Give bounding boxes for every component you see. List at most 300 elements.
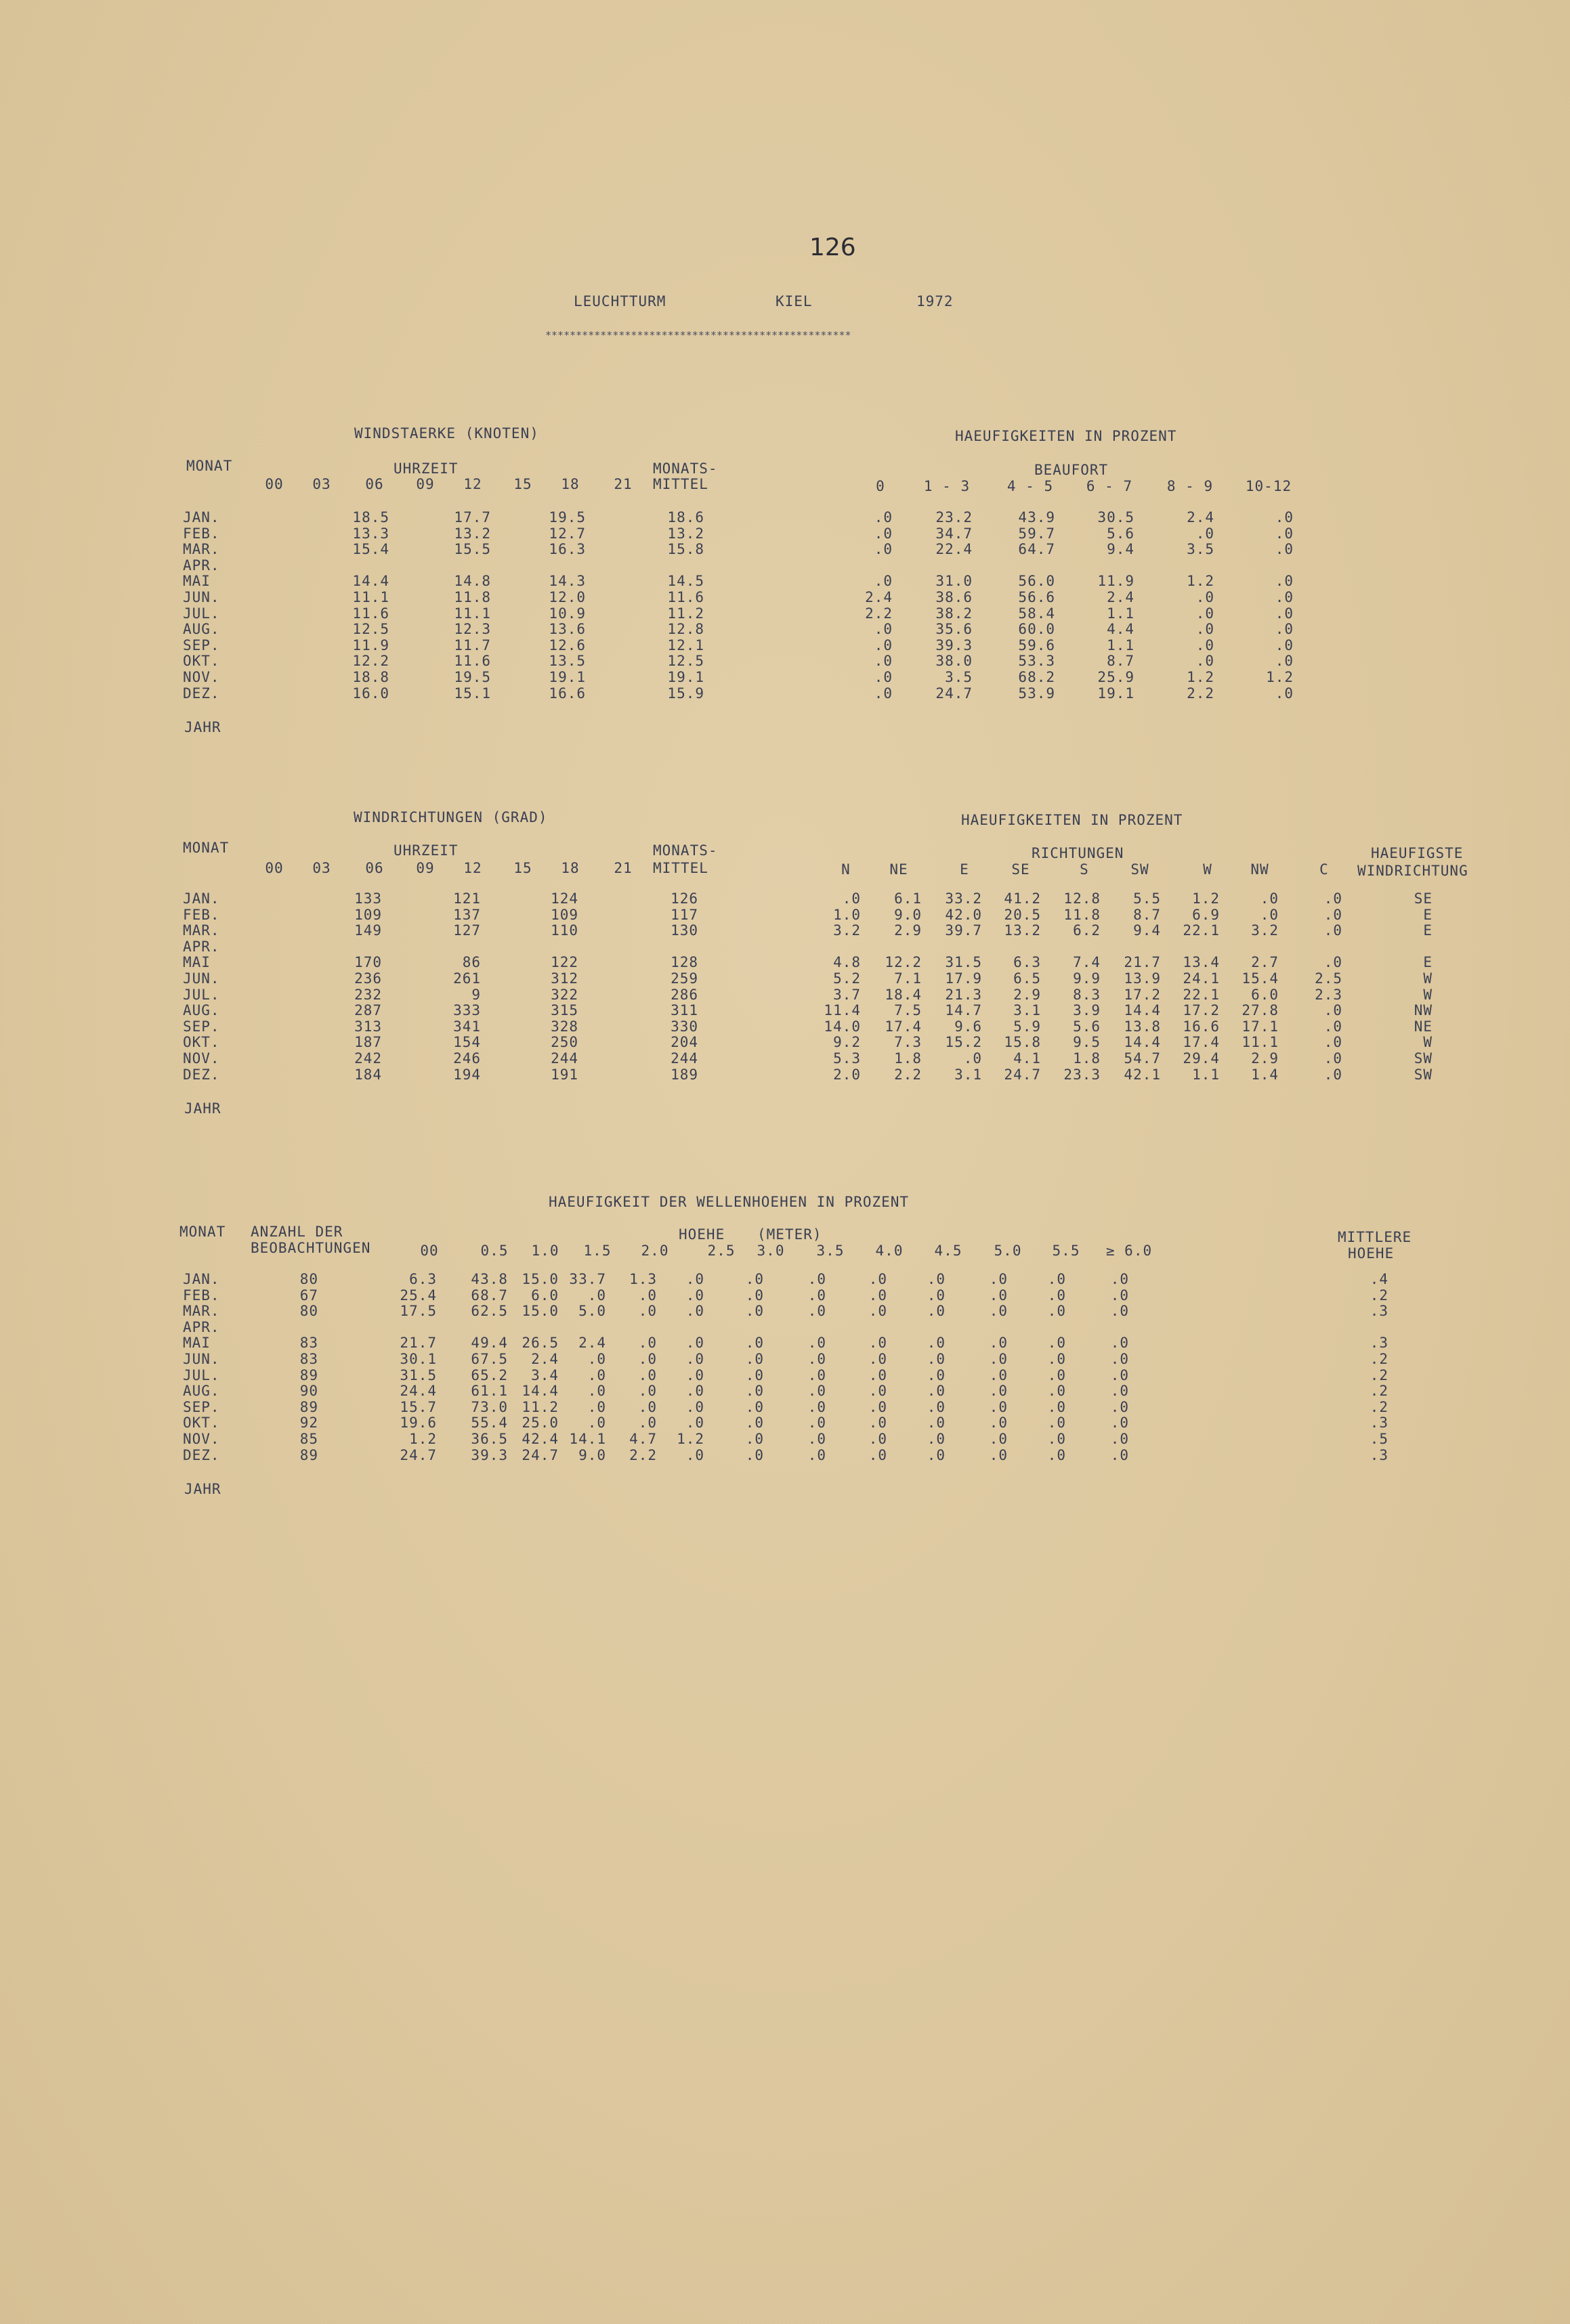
beaufort-value: 2.4	[865, 589, 893, 605]
beaufort-value: 58.4	[1018, 605, 1055, 622]
wv-month-label: JUL.	[183, 1367, 220, 1383]
mean-wave-height: .2	[1370, 1398, 1388, 1415]
ws-hour-header: 00	[265, 476, 284, 492]
wd-month-label: SEP.	[183, 1018, 220, 1035]
direction-value: .0	[1323, 1002, 1342, 1019]
direction-col-header: S	[1080, 861, 1089, 878]
beaufort-value: 22.4	[935, 541, 973, 558]
most-frequent-direction: SW	[1414, 1066, 1433, 1083]
wind-speed-12: 14.8	[454, 573, 491, 590]
direction-value: .0	[1323, 1018, 1342, 1035]
direction-value: 7.1	[894, 970, 922, 987]
direction-value: 7.4	[1073, 954, 1101, 971]
ws-month-label: MAI	[183, 573, 211, 590]
direction-12: 154	[453, 1034, 481, 1051]
direction-value: 9.2	[833, 1034, 861, 1051]
direction-mean: 126	[671, 890, 698, 907]
direction-col-header: C	[1319, 861, 1329, 878]
wd-year-label: JAHR	[184, 1100, 221, 1117]
wave-height-value: .0	[685, 1367, 704, 1383]
wave-height-value: .0	[1110, 1271, 1129, 1287]
wave-height-value: 15.7	[400, 1398, 437, 1415]
ws-hour-header: 06	[365, 476, 384, 492]
wind-speed-06: 18.8	[352, 669, 389, 685]
direction-12: 194	[453, 1066, 481, 1083]
wave-height-value: .0	[807, 1303, 826, 1320]
beaufort-value: 53.3	[1018, 653, 1055, 670]
wave-height-value: 24.7	[400, 1446, 437, 1463]
direction-18: 322	[551, 986, 578, 1003]
direction-value: 14.4	[1124, 1034, 1161, 1051]
observation-count: 80	[299, 1303, 318, 1320]
direction-mean: 189	[671, 1066, 698, 1083]
direction-18: 250	[551, 1034, 578, 1051]
observation-count: 83	[299, 1335, 318, 1352]
beaufort-value: 31.0	[935, 573, 973, 590]
height-col-header: 0.5	[480, 1243, 509, 1259]
beaufort-value: .0	[874, 525, 893, 542]
beaufort-value: 9.4	[1107, 541, 1134, 558]
direction-value: 11.8	[1063, 906, 1101, 923]
wind-speed-18: 12.0	[549, 589, 586, 605]
most-frequent-direction: SE	[1414, 890, 1433, 907]
beaufort-value: 35.6	[935, 621, 973, 638]
wind-speed-12: 15.5	[454, 541, 491, 558]
observation-count: 92	[299, 1415, 318, 1432]
wave-height-value: .0	[1047, 1415, 1066, 1432]
wd-hour-header: 18	[561, 860, 580, 876]
wave-height-value: .0	[638, 1303, 657, 1320]
direction-mean: 244	[671, 1050, 698, 1067]
beaufort-value: 1.2	[1266, 669, 1294, 685]
direction-mean: 330	[671, 1018, 698, 1035]
wind-speed-12: 17.7	[454, 509, 491, 525]
wave-height-value: .0	[807, 1446, 826, 1463]
direction-value: 21.7	[1124, 954, 1161, 971]
wind-speed-18: 19.1	[549, 669, 586, 685]
mean-wave-height: .3	[1370, 1415, 1388, 1432]
beaufort-value: 68.2	[1018, 669, 1055, 685]
beaufort-value: 2.2	[865, 605, 893, 622]
beaufort-value: 38.6	[935, 589, 973, 605]
wave-height-value: .0	[638, 1351, 657, 1367]
wave-height-value: .0	[927, 1287, 946, 1304]
beaufort-value: 34.7	[935, 525, 973, 542]
wave-height-value: 49.4	[471, 1335, 508, 1352]
monatsmittel-label-1b: MITTEL	[653, 476, 708, 492]
direction-06: 170	[354, 954, 382, 971]
direction-value: 12.2	[885, 954, 922, 971]
wd-month-label: NOV.	[183, 1050, 220, 1067]
direction-col-header: E	[960, 861, 969, 878]
wd-month-label: FEB.	[183, 906, 220, 923]
wave-height-value: .0	[1110, 1287, 1129, 1304]
haeufigste-label-b: WINDRICHTUNG	[1357, 863, 1468, 879]
wave-height-value: .0	[868, 1367, 887, 1383]
beaufort-value: .0	[1195, 621, 1214, 638]
wind-speed-18: 12.7	[549, 525, 586, 542]
direction-value: 3.9	[1073, 1002, 1101, 1019]
wind-speed-12: 12.3	[454, 621, 491, 638]
direction-col-header: SE	[1011, 861, 1030, 878]
most-frequent-direction: W	[1423, 970, 1433, 987]
most-frequent-direction: SW	[1414, 1050, 1433, 1067]
height-col-header: 00	[420, 1243, 439, 1259]
direction-mean: 130	[671, 922, 698, 939]
richtungen-label: RICHTUNGEN	[1032, 845, 1124, 861]
direction-value: 15.2	[945, 1034, 982, 1051]
direction-value: 17.2	[1183, 1002, 1220, 1019]
direction-value: 2.0	[833, 1066, 861, 1083]
wave-height-value: .0	[868, 1335, 887, 1352]
wave-height-value: .0	[1047, 1383, 1066, 1400]
direction-value: .0	[1323, 906, 1342, 923]
wave-height-value: .0	[1110, 1367, 1129, 1383]
month-header-2: MONAT	[183, 840, 230, 856]
wind-speed-12: 11.7	[454, 637, 491, 653]
wave-height-value: .0	[745, 1415, 764, 1432]
observation-count: 89	[299, 1446, 318, 1463]
beaufort-value: 30.5	[1097, 509, 1134, 525]
direction-value: 6.3	[1013, 954, 1041, 971]
direction-value: .0	[1260, 890, 1279, 907]
direction-value: 7.3	[894, 1034, 922, 1051]
beaufort-value: 56.6	[1018, 589, 1055, 605]
ws-year-label: JAHR	[184, 718, 221, 735]
monatsmittel-label-1a: MONATS-	[653, 460, 718, 477]
wave-height-value: .0	[685, 1335, 704, 1352]
wind-speed-mean: 12.5	[667, 653, 704, 670]
wd-hour-header: 12	[463, 860, 482, 876]
direction-value: 5.9	[1013, 1018, 1041, 1035]
wave-height-value: .0	[638, 1335, 657, 1352]
wind-speed-06: 11.9	[352, 637, 389, 653]
direction-06: 236	[354, 970, 382, 987]
wave-height-value: 24.7	[522, 1446, 559, 1463]
ws-month-label: MAR.	[183, 541, 220, 558]
direction-value: 11.4	[824, 1002, 861, 1019]
wave-height-value: 2.4	[578, 1335, 606, 1352]
wave-height-value: 2.4	[531, 1351, 559, 1367]
beaufort-value: 5.6	[1107, 525, 1134, 542]
wave-height-value: .0	[807, 1415, 826, 1432]
direction-value: 6.1	[894, 890, 922, 907]
wd-month-label: MAR.	[183, 922, 220, 939]
ws-hour-header: 18	[561, 476, 580, 492]
wd-hour-header: 09	[416, 860, 435, 876]
beaufort-col-header: 6 - 7	[1086, 478, 1133, 494]
wind-speed-mean: 18.6	[667, 509, 704, 525]
direction-value: 2.5	[1315, 970, 1342, 987]
beaufort-value: 1.1	[1107, 605, 1134, 622]
wd-month-label: JUN.	[183, 970, 220, 987]
wave-height-value: .0	[1110, 1335, 1129, 1352]
wave-height-value: 62.5	[471, 1303, 508, 1320]
direction-value: .0	[1323, 1066, 1342, 1083]
wind-speed-18: 13.5	[549, 653, 586, 670]
wave-height-value: .0	[1047, 1303, 1066, 1320]
direction-value: 13.2	[1004, 922, 1041, 939]
beaufort-value: 25.9	[1097, 669, 1134, 685]
wave-height-value: .0	[807, 1271, 826, 1287]
direction-value: 15.8	[1004, 1034, 1041, 1051]
ws-hour-header: 21	[614, 476, 633, 492]
ws-month-label: FEB.	[183, 525, 220, 542]
direction-value: 3.7	[833, 986, 861, 1003]
beaufort-value: 1.2	[1187, 573, 1214, 590]
direction-value: 3.1	[1013, 1002, 1041, 1019]
direction-mean: 204	[671, 1034, 698, 1051]
direction-value: 9.0	[894, 906, 922, 923]
wind-speed-mean: 13.2	[667, 525, 704, 542]
ws-hour-header: 15	[513, 476, 532, 492]
direction-value: 3.2	[833, 922, 861, 939]
wave-height-value: .0	[868, 1351, 887, 1367]
beaufort-value: .0	[1275, 621, 1294, 638]
direction-value: 1.1	[1192, 1066, 1220, 1083]
uhrzeit-label-2: UHRZEIT	[394, 842, 459, 859]
observation-count: 89	[299, 1367, 318, 1383]
height-col-header: 3.0	[757, 1243, 785, 1259]
wind-speed-06: 12.2	[352, 653, 389, 670]
ws-month-label: OKT.	[183, 653, 220, 670]
most-frequent-direction: E	[1423, 906, 1433, 923]
wave-height-value: .0	[745, 1351, 764, 1367]
mean-wave-height: .3	[1370, 1446, 1388, 1463]
direction-06: 109	[354, 906, 382, 923]
direction-value: .0	[1323, 954, 1342, 971]
beaufort-value: 1.1	[1107, 637, 1134, 653]
height-col-header: ≥ 6.0	[1105, 1243, 1153, 1259]
beaufort-value: 4.4	[1107, 621, 1134, 638]
wave-height-value: .0	[638, 1367, 657, 1383]
direction-12: 137	[453, 906, 481, 923]
beaufort-value: 56.0	[1018, 573, 1055, 590]
beaufort-value: .0	[1195, 653, 1214, 670]
wind-speed-06: 15.4	[352, 541, 389, 558]
hoehe-label: HOEHE	[679, 1226, 725, 1243]
beaufort-value: 2.4	[1107, 589, 1134, 605]
wind-speed-mean: 12.1	[667, 637, 704, 653]
direction-06: 232	[354, 986, 382, 1003]
wave-height-value: .0	[1110, 1446, 1129, 1463]
direction-value: 13.8	[1124, 1018, 1161, 1035]
wave-height-value: .0	[745, 1431, 764, 1447]
wave-height-value: 30.1	[400, 1351, 437, 1367]
ws-hour-header: 03	[312, 476, 331, 492]
beaufort-value: 3.5	[1187, 541, 1214, 558]
direction-value: 22.1	[1183, 922, 1220, 939]
mean-wave-height: .2	[1370, 1383, 1388, 1400]
wd-month-label: DEZ.	[183, 1066, 220, 1083]
direction-value: 4.8	[833, 954, 861, 971]
direction-value: .0	[963, 1050, 982, 1067]
wind-speed-12: 11.6	[454, 653, 491, 670]
direction-value: 21.3	[945, 986, 982, 1003]
wave-height-value: 67.5	[471, 1351, 508, 1367]
wave-height-value: .0	[989, 1351, 1008, 1367]
beaufort-value: .0	[874, 541, 893, 558]
beaufort-value: 64.7	[1018, 541, 1055, 558]
beaufort-value: 23.2	[935, 509, 973, 525]
station-name: KIEL	[776, 293, 813, 309]
beaufort-value: 8.7	[1107, 653, 1134, 670]
wv-year-label: JAHR	[184, 1480, 221, 1497]
wave-height-value: 61.1	[471, 1383, 508, 1400]
wave-height-value: 24.4	[400, 1383, 437, 1400]
wave-height-value: .0	[1047, 1431, 1066, 1447]
observation-count: 83	[299, 1351, 318, 1367]
wind-speed-mean: 11.2	[667, 605, 704, 622]
wind-speed-18: 14.3	[549, 573, 586, 590]
direction-value: 9.6	[954, 1018, 982, 1035]
star-divider: **************************************************	[545, 329, 851, 341]
wd-month-label: MAI	[183, 954, 211, 971]
direction-12: 341	[453, 1018, 481, 1035]
wind-speed-06: 18.5	[352, 509, 389, 525]
wave-height-value: 14.1	[569, 1431, 606, 1447]
wave-height-value: 15.0	[522, 1271, 559, 1287]
wave-height-value: .0	[807, 1351, 826, 1367]
wave-height-value: .0	[807, 1383, 826, 1400]
wave-height-value: .0	[807, 1335, 826, 1352]
wave-height-value: 43.8	[471, 1271, 508, 1287]
direction-18: 110	[551, 922, 578, 939]
wave-height-value: .0	[587, 1383, 606, 1400]
direction-mean: 128	[671, 954, 698, 971]
mean-wave-height: .4	[1370, 1271, 1388, 1287]
beaufort-value: .0	[874, 685, 893, 702]
wv-month-label: MAI	[183, 1335, 211, 1352]
beaufort-value: .0	[1275, 637, 1294, 653]
wave-height-value: .0	[1110, 1383, 1129, 1400]
direction-value: 13.9	[1124, 970, 1161, 987]
direction-value: 6.0	[1251, 986, 1279, 1003]
wave-height-value: .0	[927, 1446, 946, 1463]
wave-height-value: .0	[745, 1383, 764, 1400]
direction-value: 4.1	[1013, 1050, 1041, 1067]
wind-speed-mean: 15.8	[667, 541, 704, 558]
direction-18: 328	[551, 1018, 578, 1035]
wave-height-value: .0	[685, 1271, 704, 1287]
direction-18: 122	[551, 954, 578, 971]
wave-height-value: 9.0	[578, 1446, 606, 1463]
meter-label: (METER)	[757, 1226, 822, 1243]
observation-count: 67	[299, 1287, 318, 1304]
wave-height-value: .0	[1110, 1351, 1129, 1367]
wd-hour-header: 03	[312, 860, 331, 876]
wave-height-value: .0	[807, 1367, 826, 1383]
wave-height-value: .0	[989, 1415, 1008, 1432]
wd-hour-header: 00	[265, 860, 284, 876]
direction-value: 2.9	[894, 922, 922, 939]
wv-month-label: AUG.	[183, 1383, 220, 1400]
wv-month-label: MAR.	[183, 1303, 220, 1320]
wind-speed-06: 16.0	[352, 685, 389, 702]
beaufort-value: 43.9	[1018, 509, 1055, 525]
direction-value: 12.8	[1063, 890, 1101, 907]
station-label: LEUCHTTURM	[574, 293, 666, 309]
height-col-header: 5.5	[1052, 1243, 1080, 1259]
wave-height-value: .0	[868, 1415, 887, 1432]
direction-12: 86	[462, 954, 481, 971]
direction-06: 184	[354, 1066, 382, 1083]
uhrzeit-label-1: UHRZEIT	[394, 460, 459, 477]
mean-wave-height: .2	[1370, 1367, 1388, 1383]
direction-value: 17.4	[1183, 1034, 1220, 1051]
height-col-header: 4.5	[934, 1243, 962, 1259]
wd-month-label: APR.	[183, 938, 220, 955]
direction-06: 313	[354, 1018, 382, 1035]
wave-height-value: .0	[868, 1303, 887, 1320]
wv-month-label: JAN.	[183, 1271, 220, 1287]
wv-month-label: DEZ.	[183, 1446, 220, 1463]
direction-value: 23.3	[1063, 1066, 1101, 1083]
direction-value: 2.7	[1251, 954, 1279, 971]
direction-value: 27.8	[1242, 1002, 1279, 1019]
wave-height-value: .0	[685, 1351, 704, 1367]
wind-speed-06: 14.4	[352, 573, 389, 590]
direction-col-header: NE	[889, 861, 908, 878]
direction-value: 16.6	[1183, 1018, 1220, 1035]
wave-height-value: 31.5	[400, 1367, 437, 1383]
most-frequent-direction: E	[1423, 922, 1433, 939]
direction-12: 9	[471, 986, 481, 1003]
direction-value: 14.4	[1124, 1002, 1161, 1019]
beaufort-value: .0	[1275, 509, 1294, 525]
direction-value: 22.1	[1183, 986, 1220, 1003]
direction-12: 121	[453, 890, 481, 907]
mittlere-label-a: MITTLERE	[1338, 1229, 1412, 1245]
beaufort-value: .0	[1275, 605, 1294, 622]
direction-value: 6.9	[1192, 906, 1220, 923]
direction-col-header: W	[1203, 861, 1212, 878]
beaufort-value: 38.2	[935, 605, 973, 622]
wave-height-value: .0	[927, 1335, 946, 1352]
wave-height-value: .0	[685, 1446, 704, 1463]
wave-height-value: .0	[587, 1415, 606, 1432]
wind-speed-06: 13.3	[352, 525, 389, 542]
direction-value: 17.9	[945, 970, 982, 987]
direction-value: 8.7	[1133, 906, 1161, 923]
wave-height-value: .0	[685, 1415, 704, 1432]
wave-height-value: 21.7	[400, 1335, 437, 1352]
haeufigkeiten-label-1: HAEUFIGKEITEN IN PROZENT	[955, 428, 1177, 444]
page-number: 126	[809, 234, 856, 261]
wave-height-value: 25.4	[400, 1287, 437, 1304]
direction-mean: 259	[671, 970, 698, 987]
beaufort-value: .0	[1195, 525, 1214, 542]
direction-value: 9.9	[1073, 970, 1101, 987]
wd-month-label: JAN.	[183, 890, 220, 907]
wave-height-value: .0	[1047, 1367, 1066, 1383]
beaufort-value: .0	[874, 573, 893, 590]
beaufort-value: 53.9	[1018, 685, 1055, 702]
wind-speed-06: 12.5	[352, 621, 389, 638]
direction-col-header: NW	[1250, 861, 1269, 878]
height-col-header: 2.0	[641, 1243, 669, 1259]
wave-height-value: 36.5	[471, 1431, 508, 1447]
wave-height-value: .0	[745, 1446, 764, 1463]
direction-value: 17.2	[1124, 986, 1161, 1003]
direction-value: 3.2	[1251, 922, 1279, 939]
height-col-header: 3.5	[816, 1243, 845, 1259]
wave-height-value: .0	[927, 1351, 946, 1367]
direction-12: 127	[453, 922, 481, 939]
direction-value: 9.4	[1133, 922, 1161, 939]
wave-height-value: .0	[587, 1287, 606, 1304]
wave-height-value: .0	[807, 1287, 826, 1304]
